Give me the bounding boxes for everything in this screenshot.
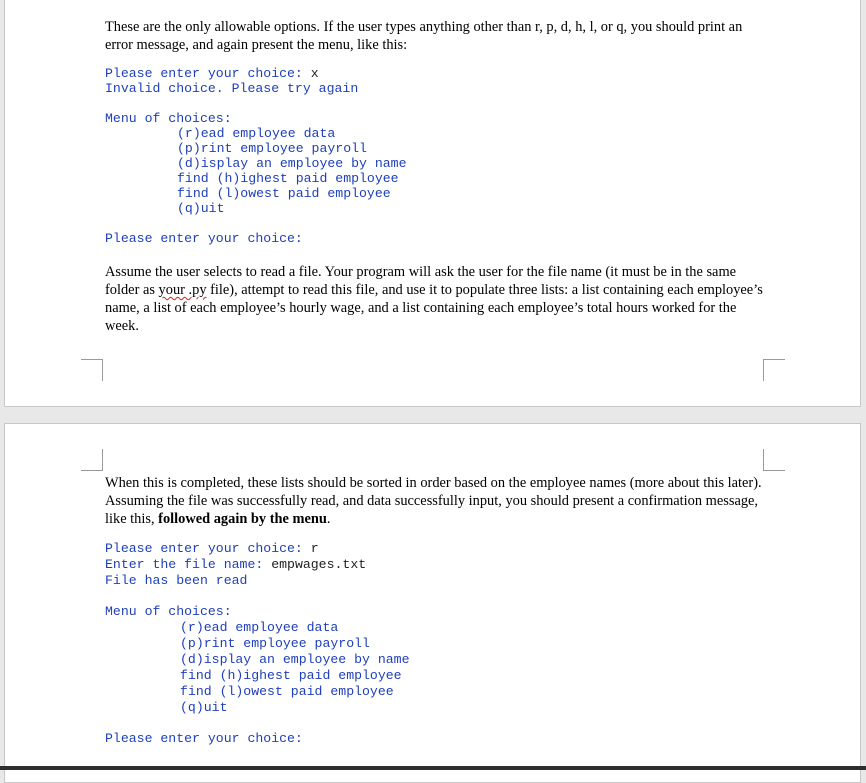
file-read-message: File has been read (105, 573, 248, 588)
crop-mark-bottom-right (763, 359, 785, 381)
menu-item-quit-2: (q)uit (180, 700, 228, 715)
menu-item-print: (p)rint employee payroll (177, 141, 367, 156)
document-page-2 (4, 423, 861, 783)
confirm-example-input: r (310, 541, 319, 556)
final-prompt-2: Please enter your choice: (105, 731, 303, 746)
menu-title: Menu of choices: (105, 111, 232, 126)
read-para-part2: file), attempt to read this file, and use it to populate three lists: a list containing each employee’s name, a list of each employee’s hourly wage, and a list containing each employee’s total hours worked for the week. (105, 282, 763, 334)
confirm-para-part1: When this is completed, these lists should be sorted in order based on the employee names (more about this later). Assuming the file was successfully read, and data successfully input, you should present a confirmation message, like this, (105, 475, 762, 527)
confirm-para-end: . (326, 511, 331, 527)
menu-item-print-2: (p)rint employee payroll (180, 636, 370, 651)
menu-items-2 (105, 620, 765, 716)
menu-item-quit: (q)uit (177, 201, 225, 216)
error-example-prompt-line (105, 66, 765, 81)
final-prompt: Please enter your choice: (105, 231, 303, 246)
document-page-1 (4, 0, 861, 407)
file-name-prompt: Enter the file name: (105, 557, 272, 572)
file-name-input: empwages.txt (271, 557, 367, 572)
menu-item-highest: find (h)ighest paid employee (177, 171, 399, 186)
confirm-example-prompt-line (105, 541, 765, 557)
page-1-content (105, 18, 765, 335)
menu-item-display-2: (d)isplay an employee by name (180, 652, 410, 667)
crop-mark-bottom-left (81, 359, 103, 381)
menu-item-read: (r)ead employee data (177, 126, 336, 141)
confirm-example-prompt: Please enter your choice: (105, 541, 311, 556)
error-example-input: x (310, 66, 319, 81)
confirmation-paragraph (105, 474, 765, 528)
menu-item-lowest-2: find (l)owest paid employee (180, 684, 394, 699)
confirm-para-bold: followed again by the menu (158, 511, 327, 527)
read-para-part1: Assume the user selects to read a file. Your program will ask the user for the file name (it must be in the same folder as (105, 264, 737, 298)
crop-mark-top-left (81, 449, 103, 471)
file-name-prompt-line (105, 557, 765, 573)
menu-item-display: (d)isplay an employee by name (177, 156, 407, 171)
page-2-content (105, 474, 765, 747)
menu-item-lowest: find (l)owest paid employee (177, 186, 391, 201)
spelling-error-marker: your .py (158, 282, 207, 298)
error-example-prompt: Please enter your choice: (105, 66, 311, 81)
intro-paragraph: These are the only allowable options. If the user types anything other than r, p, d, h, l, or q, you should print an error message, and again present the menu, like this: (105, 19, 743, 53)
crop-mark-top-right (763, 449, 785, 471)
menu-item-highest-2: find (h)ighest paid employee (180, 668, 402, 683)
menu-title-2: Menu of choices: (105, 604, 232, 619)
read-file-paragraph (105, 263, 765, 335)
menu-item-read-2: (r)ead employee data (180, 620, 339, 635)
error-example-message: Invalid choice. Please try again (105, 81, 359, 96)
menu-items (105, 126, 765, 216)
cut-off-text-strip (0, 766, 866, 770)
